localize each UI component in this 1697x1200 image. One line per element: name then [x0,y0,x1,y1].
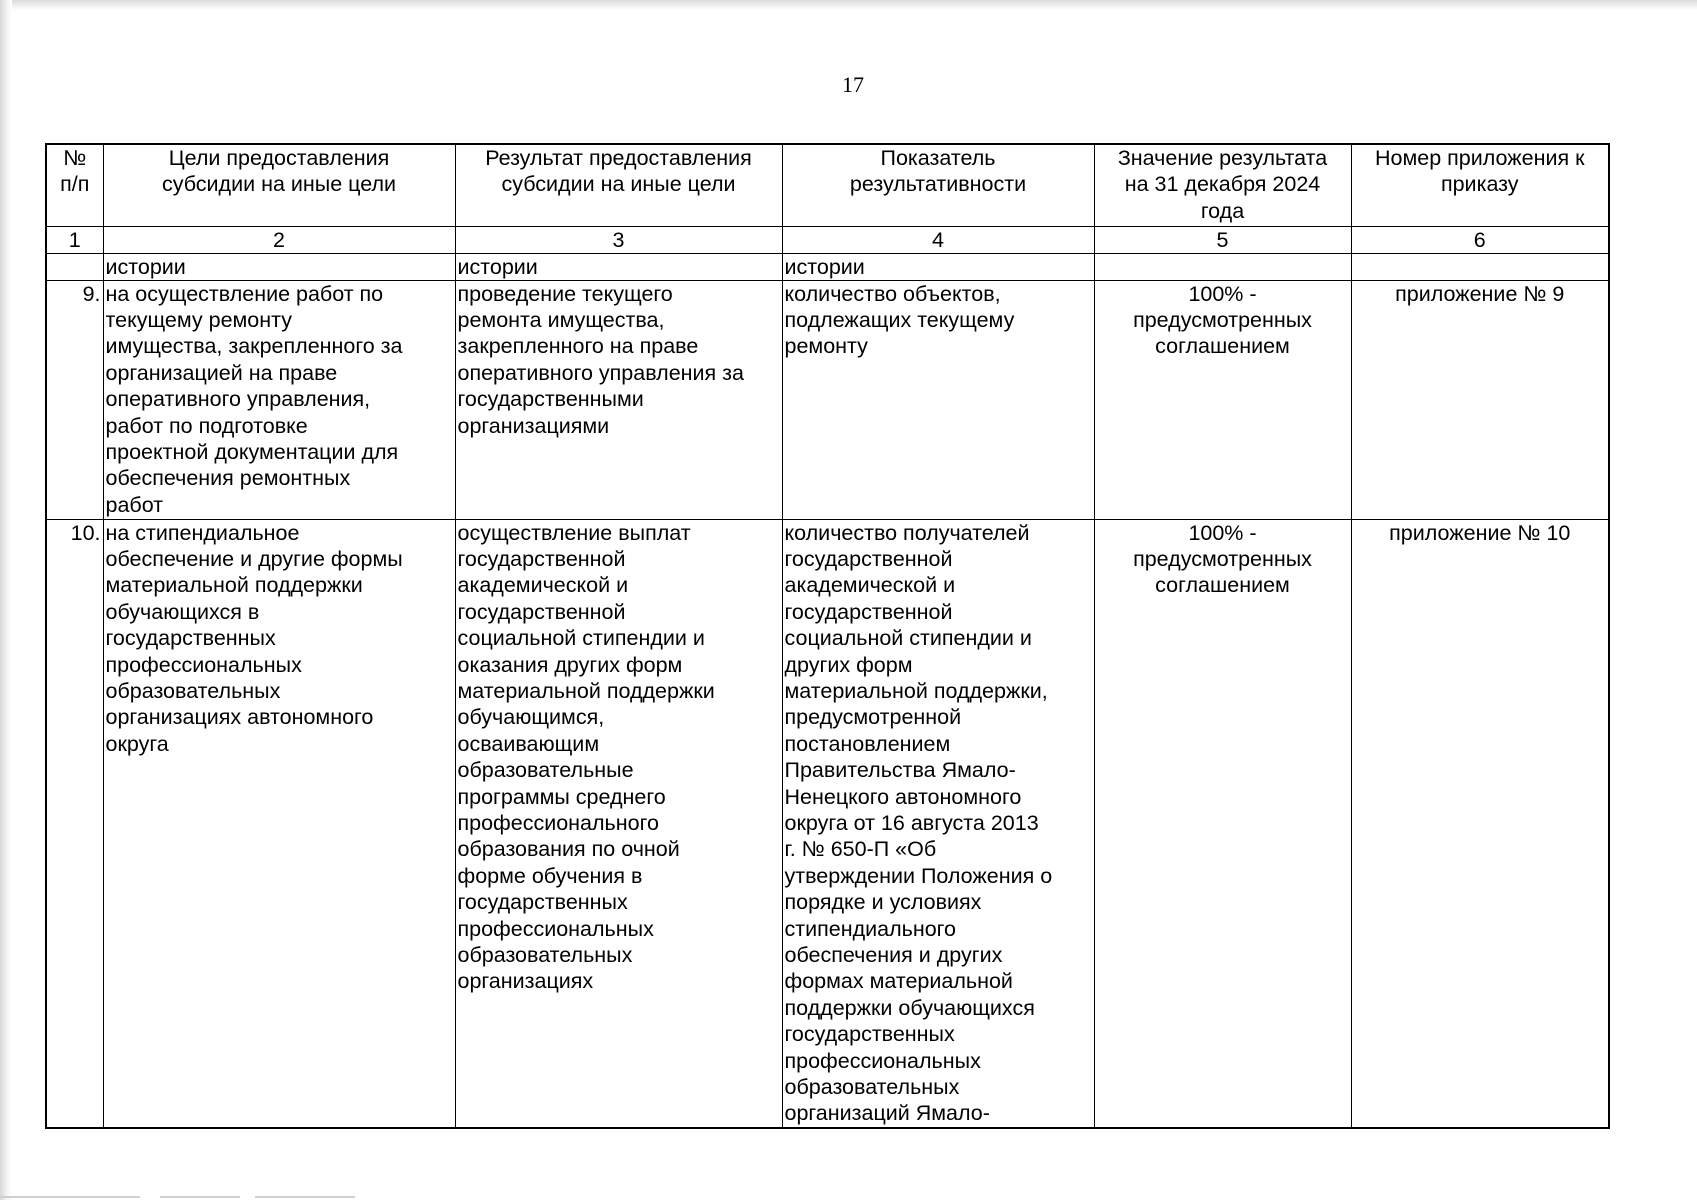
column-number: 3 [455,226,782,253]
header-row [46,144,1609,226]
scan-edge-top [0,0,1697,10]
goal-cell: на стипендиальное обеспечение и другие формы материальной поддержки обучающихся в государственных профессиональных образовательных организациях автономного округа [103,519,455,1128]
page-number: 17 [842,72,864,97]
column-number: 4 [782,226,1094,253]
row-number: 10. [46,519,103,1128]
scan-line [0,1196,140,1198]
result-cell: проведение текущего ремонта имущества, закрепленного на праве оперативного управления за государственными организациями [455,280,782,519]
column-number: 2 [103,226,455,253]
continuation-row [46,253,1609,280]
table-cell: истории [103,253,455,280]
subsidy-table [45,143,1610,1129]
header-appendix: Номер приложения к приказу [1351,144,1609,226]
result-cell: осуществление выплат государственной академической и государственной социальной стипендии и оказания других форм материальной поддержки обучающимся, осваивающим образовательные программы среднего профессионального образования по очной форме обучения в государственных профессиональных образовательных организациях [455,519,782,1128]
value-cell: 100% - предусмотренных соглашением [1094,519,1351,1128]
column-number: 1 [46,226,103,253]
table-cell: истории [782,253,1094,280]
header-result: Результат предоставления субсидии на иные цели [455,144,782,226]
indicator-cell: количество объектов, подлежащих текущему ремонту [782,280,1094,519]
scan-line [255,1196,355,1198]
header-value: Значение результата на 31 декабря 2024 года [1094,144,1351,226]
scan-edge-left [0,0,12,1200]
appendix-cell: приложение № 10 [1351,519,1609,1128]
header-goal: Цели предоставления субсидии на иные цели [103,144,455,226]
value-cell: 100% - предусмотренных соглашением [1094,280,1351,519]
table-row [46,519,1609,1128]
header-indicator: Показатель результативности [782,144,1094,226]
table-cell [46,253,103,280]
column-number: 6 [1351,226,1609,253]
header-num: № п/п [46,144,103,226]
scan-line [160,1196,240,1198]
table-cell [1094,253,1351,280]
column-number: 5 [1094,226,1351,253]
table-cell [1351,253,1609,280]
row-number: 9. [46,280,103,519]
appendix-cell: приложение № 9 [1351,280,1609,519]
indicator-cell: количество получателей государственной академической и государственной социальной стипендии и других форм материальной поддержки, предусмотренной постановлением Правительства Ямало- Ненецкого автономного округа от 16 августа 2013 г. № 650-П «Об утверждении Положения о порядке и условиях стипендиального обеспечения и других формах материальной поддержки обучающихся государственных профессиональных образовательных организаций Ямало- [782,519,1094,1128]
column-number-row [46,226,1609,253]
goal-cell: на осуществление работ по текущему ремонту имущества, закрепленного за организацией на праве оперативного управления, работ по подготовке проектной документации для обеспечения ремонтных работ [103,280,455,519]
table-row [46,280,1609,519]
table-cell: истории [455,253,782,280]
